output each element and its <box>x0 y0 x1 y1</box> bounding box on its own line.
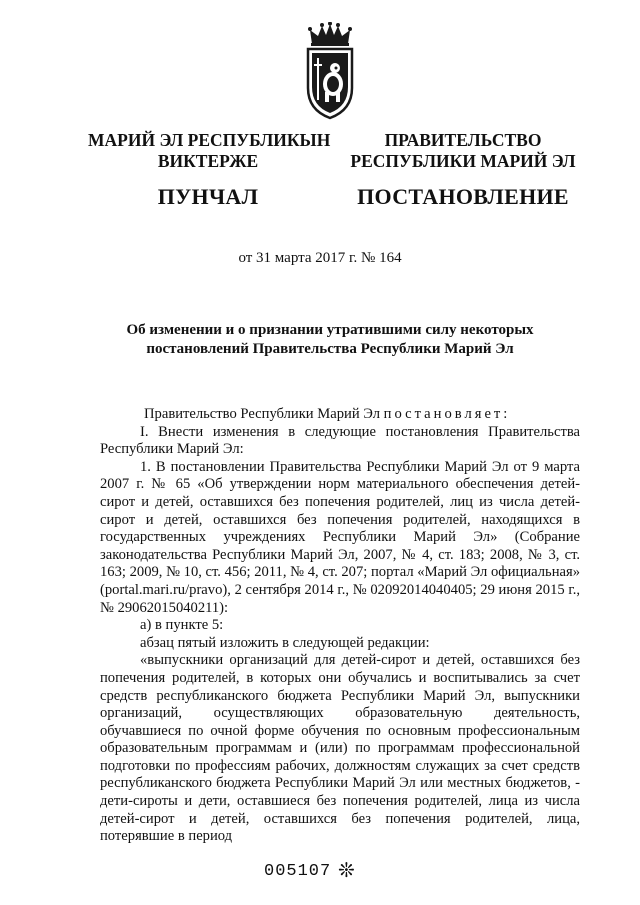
header-right-line1: ПРАВИТЕЛЬСТВО <box>384 130 542 150</box>
intro-decree-word: постановляет: <box>383 406 511 422</box>
title-line-1: Об изменении и о признании утратившими силу некоторых <box>126 322 534 338</box>
header-right-doc-type: ПОСТАНОВЛЕНИЕ <box>357 184 569 209</box>
coat-of-arms-icon <box>298 22 362 120</box>
header-left-doc-type: ПУНЧАЛ <box>157 184 259 209</box>
paragraph-1: I. Внести изменения в следующие постановления Правительства Республики Марий Эл: <box>100 423 580 458</box>
date-number-line: от 31 марта 2017 г. № 164 <box>238 250 402 266</box>
intro-text: Правительство Республики Марий Эл <box>144 406 384 422</box>
intro-paragraph <box>100 406 580 424</box>
serial-number: 005107 <box>264 862 332 881</box>
paragraph-2: 1. В постановлении Правительства Республики Марий Эл от 9 марта 2007 г. № 65 «Об утверждении норм материального обеспечения детей-сирот и детей, оставшихся без попечения родителей, лиц из числа детей-сирот и детей, оставшихся без попечения родителей, находящихся в государственных учреждениях Республики Марий Эл» (Собрание законодательства Республики Марий Эл, 2007, № 4, ст. 183; 2008, № 3, ст. 163; 2009, № 10, ст. 456; 2011, № 4, ст. 207; портал «Марий Эл официальная» (portal.mari.ru/pravo), 2 сентября 2014 г., № 02092014040405; 29 июня 2015 г., № 29062015040211): <box>100 458 580 616</box>
header-left-line2: ВИКТЕРЖЕ <box>157 151 259 171</box>
document-body <box>100 406 580 846</box>
header-right-line2: РЕСПУБЛИКИ МАРИЙ ЭЛ <box>350 151 576 171</box>
paragraph-4: абзац пятый изложить в следующей редакции: <box>140 634 430 651</box>
paragraph-5: «выпускники организаций для детей-сирот и детей, оставшихся без попечения родителей, в которых они обучались и воспитывались за счет средств республиканского бюджета Республики Марий Эл, выпускники организаций, осуществляющих образовательную деятельность, обучавшиеся по очной форме обучения по основным профессиональным образовательным программам и (или) по программам профессиональной подготовки по профессиям рабочих, должностям служащих за счет средств республиканского бюджета Республики Марий Эл или местных бюджетов, - дети-сироты и дети, оставшиеся без попечения родителей, лица из числа детей-сирот и детей, оставшихся без попечения родителей, лица, потерявшие в период <box>100 652 580 845</box>
asterisk-mark-icon: ❊ <box>338 858 355 882</box>
title-line-2: постановлений Правительства Республики Марий Эл <box>146 341 514 357</box>
document-title <box>80 321 580 359</box>
header-right-block <box>348 130 578 207</box>
paragraph-3: а) в пункте 5: <box>140 617 224 634</box>
header-left-block <box>88 130 331 209</box>
header-left-line1: МАРИЙ ЭЛ РЕСПУБЛИКЫН <box>88 130 331 150</box>
